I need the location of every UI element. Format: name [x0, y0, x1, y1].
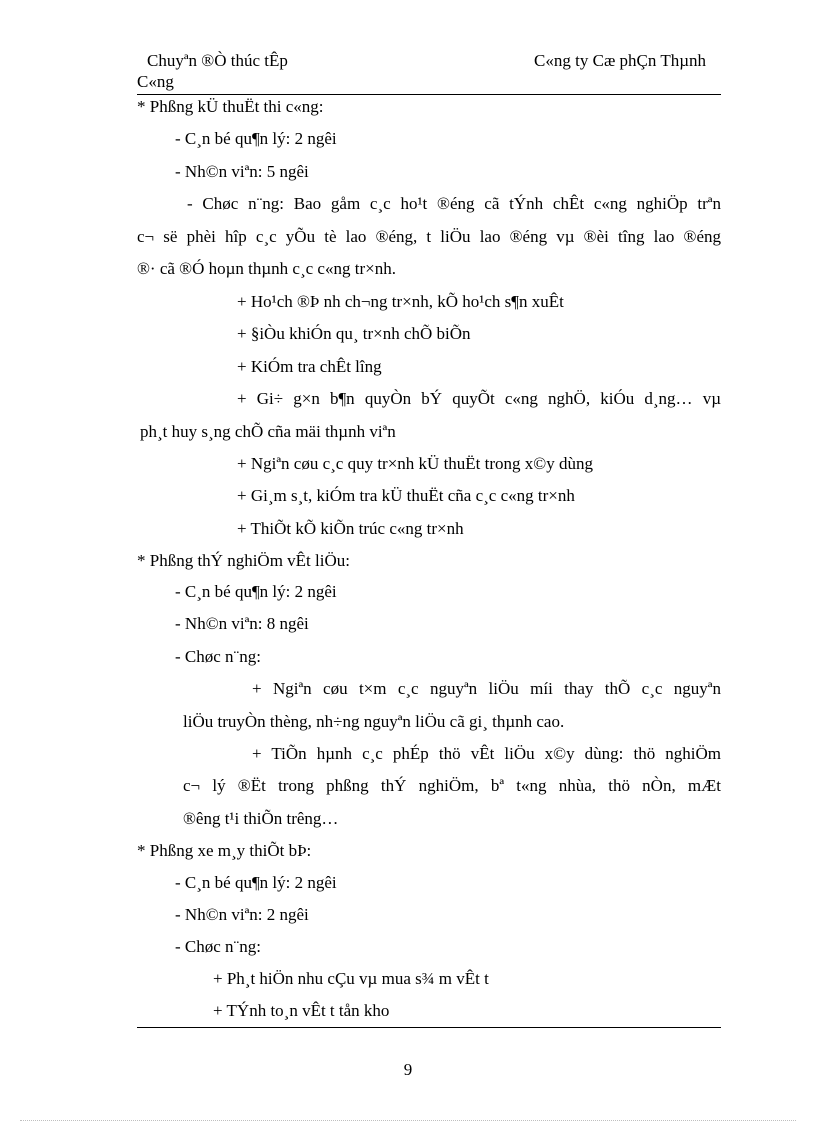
header-company-name: C«ng ty Cæ phÇn Thµnh [534, 51, 706, 70]
list-item: + Ho¹ch ®Þ nh ch¬ng tr×nh, kÕ ho¹ch s¶n xuÊt [237, 292, 564, 311]
list-item: + Gi÷ g×n b¶n quyÒn bÝ quyÕt c«ng nghÖ, kiÓu d¸ng… vµ [237, 389, 721, 408]
page-number: 9 [403, 1060, 413, 1079]
paragraph-line: c¬ së phèi hîp c¸c yÕu tè lao ®éng, t liÖu lao ®éng vµ ®èi tîng lao ®éng [137, 227, 721, 246]
list-item: + TiÕn hµnh c¸c phÉp thö vÊt liÖu x©y dùng: thö nghiÖm [252, 744, 721, 763]
paragraph-line: ®êng t¹i thiÕn trêng… [183, 809, 339, 828]
list-item: + Ph¸t hiÖn nhu cÇu vµ mua s¾ m vÊt t [213, 969, 489, 988]
list-item: + Ngiªn cøu t×m c¸c nguyªn liÖu míi thay thÕ c¸c nguyªn [252, 679, 721, 698]
paragraph-line: ®· cã ®Ó hoµn thµnh c¸c c«ng tr×nh. [137, 259, 396, 278]
list-item: - C¸n bé qu¶n lý: 2 ngêi [175, 129, 337, 148]
section-heading: * Phßng xe m¸y thiÕt bÞ: [137, 841, 312, 860]
list-item: + TÝnh to¸n vÊt t tån kho [213, 1001, 390, 1020]
list-item: + Gi¸m s¸t, kiÓm tra kÜ thuËt cña c¸c c«ng tr×nh [237, 486, 575, 505]
paragraph-line: liÖu truyÒn thèng, nh÷ng nguyªn liÖu cã gi¸ thµnh cao. [183, 712, 565, 731]
section-heading: * Phßng kÜ thuËt thi c«ng: [137, 97, 324, 116]
footer-divider [137, 1027, 721, 1028]
list-item: + §iÒu khiÓn qu¸ tr×nh chÕ biÕn [237, 324, 471, 343]
paragraph-line: ph¸t huy s¸ng chÕ cña mäi thµnh viªn [140, 422, 396, 441]
list-item: - C¸n bé qu¶n lý: 2 ngêi [175, 873, 337, 892]
list-item: + ThiÕt kÕ kiÕn trúc c«ng tr×nh [237, 519, 464, 538]
paragraph-line: - Chøc n¨ng: Bao gåm c¸c ho¹t ®éng cã tÝnh chÊt c«ng nghiÖp trªn [187, 194, 721, 213]
page-edge-divider [20, 1120, 796, 1121]
list-item: - C¸n bé qu¶n lý: 2 ngêi [175, 582, 337, 601]
header-left-title: Chuyªn ®Ò thúc tÊp [147, 51, 288, 70]
list-item: - Nh©n viªn: 5 ngêi [175, 162, 309, 181]
list-item: - Chøc n¨ng: [175, 647, 261, 666]
list-item: - Nh©n viªn: 2 ngêi [175, 905, 309, 924]
list-item: + KiÓm tra chÊt lîng [237, 357, 382, 376]
section-heading: * Phßng thÝ nghiÖm vÊt liÖu: [137, 551, 350, 570]
header-left-title-cont: C«ng [137, 72, 174, 91]
list-item: - Nh©n viªn: 8 ngêi [175, 614, 309, 633]
page-header [137, 48, 721, 95]
list-item: + Ngiªn cøu c¸c quy tr×nh kÜ thuËt trong x©y dùng [237, 454, 593, 473]
paragraph-line: c¬ lý ®Ët trong phßng thÝ nghiÖm, bª t«ng nhùa, thö nÒn, mÆt [183, 776, 721, 795]
list-item: - Chøc n¨ng: [175, 937, 261, 956]
